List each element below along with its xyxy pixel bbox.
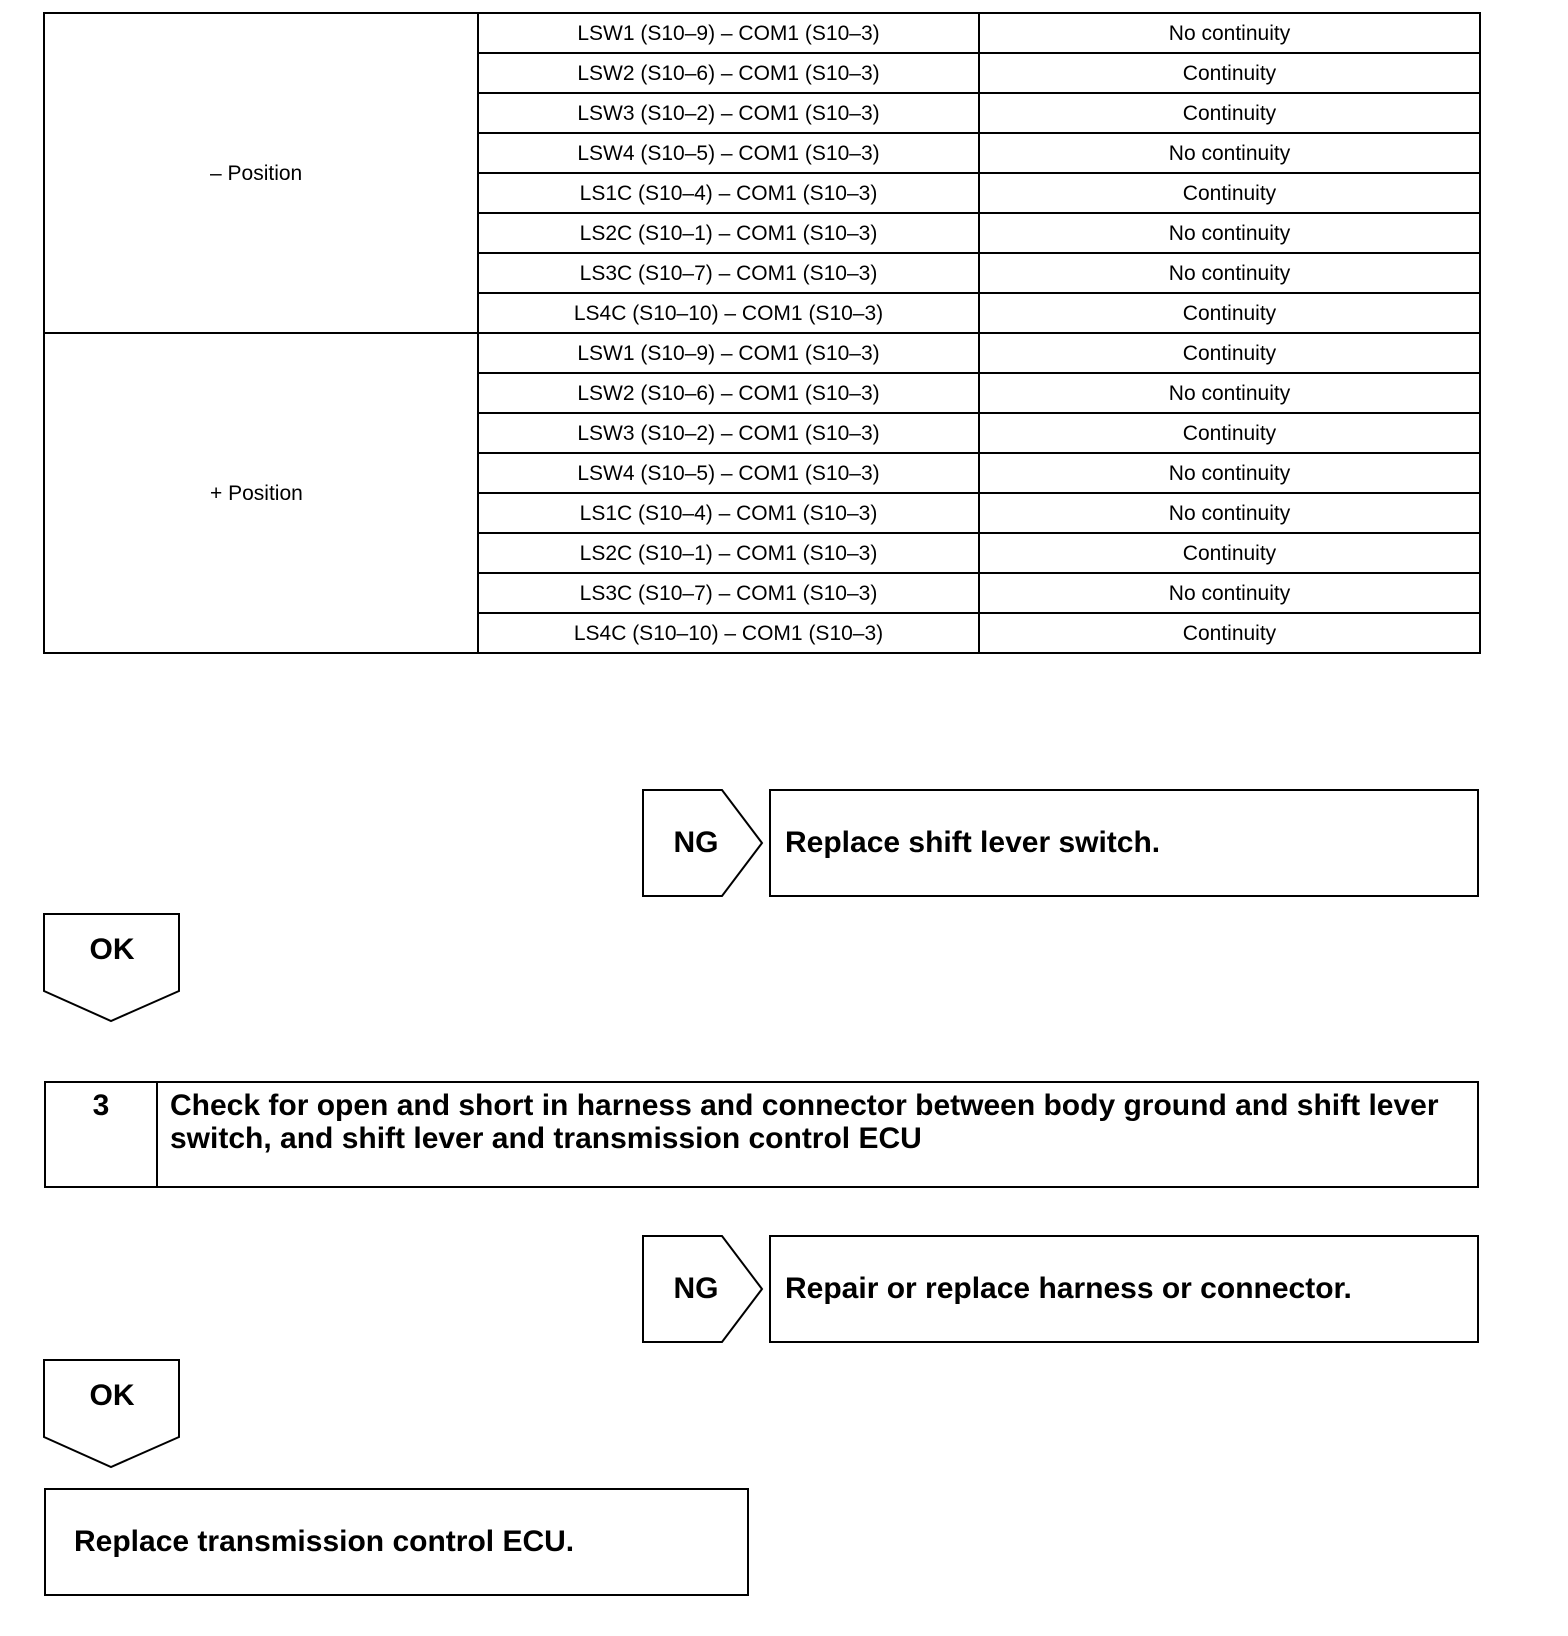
ng-result-box-2 — [769, 1235, 1479, 1343]
ok-arrow-1 — [43, 913, 181, 1023]
ng-result-box-1 — [769, 789, 1479, 897]
condition-cell: No continuity — [979, 13, 1480, 53]
ok-arrow-shape — [43, 913, 181, 1023]
condition-cell: No continuity — [979, 213, 1480, 253]
step-number: 3 — [46, 1083, 158, 1186]
ng-label: NG — [673, 826, 719, 859]
continuity-table — [43, 12, 1481, 654]
condition-cell: No continuity — [979, 133, 1480, 173]
ng-result-text: Replace shift lever switch. — [785, 826, 1161, 859]
terminal-cell: LSW3 (S10–2) – COM1 (S10–3) — [478, 413, 979, 453]
step-3-box — [44, 1081, 1479, 1188]
terminal-cell: LS1C (S10–4) – COM1 (S10–3) — [478, 173, 979, 213]
terminal-cell: LSW1 (S10–9) – COM1 (S10–3) — [478, 13, 979, 53]
condition-cell: No continuity — [979, 453, 1480, 493]
terminal-cell: LS2C (S10–1) – COM1 (S10–3) — [478, 213, 979, 253]
condition-cell: Continuity — [979, 173, 1480, 213]
continuity-table-body — [44, 13, 1480, 653]
terminal-cell: LSW2 (S10–6) – COM1 (S10–3) — [478, 373, 979, 413]
table-row — [44, 13, 1480, 53]
ok-label: OK — [89, 933, 135, 966]
condition-cell: Continuity — [979, 613, 1480, 653]
condition-cell: No continuity — [979, 253, 1480, 293]
terminal-cell: LSW4 (S10–5) – COM1 (S10–3) — [478, 133, 979, 173]
condition-cell: Continuity — [979, 333, 1480, 373]
condition-cell: Continuity — [979, 533, 1480, 573]
ok-label: OK — [89, 1379, 135, 1412]
ok-arrow-shape — [43, 1359, 181, 1469]
terminal-cell: LS4C (S10–10) – COM1 (S10–3) — [478, 613, 979, 653]
condition-cell: Continuity — [979, 293, 1480, 333]
position-cell: – Position — [44, 13, 478, 333]
final-action-box — [44, 1488, 749, 1596]
terminal-cell: LSW2 (S10–6) – COM1 (S10–3) — [478, 53, 979, 93]
terminal-cell: LS3C (S10–7) – COM1 (S10–3) — [478, 253, 979, 293]
condition-cell: No continuity — [979, 493, 1480, 533]
ng-label: NG — [673, 1272, 719, 1305]
table-row — [44, 333, 1480, 373]
condition-cell: No continuity — [979, 373, 1480, 413]
position-cell: + Position — [44, 333, 478, 653]
condition-cell: No continuity — [979, 573, 1480, 613]
step-title: Check for open and short in harness and connector between body ground and shift lever switch, and shift lever and transmission control ECU — [170, 1089, 1439, 1155]
terminal-cell: LSW1 (S10–9) – COM1 (S10–3) — [478, 333, 979, 373]
terminal-cell: LSW4 (S10–5) – COM1 (S10–3) — [478, 453, 979, 493]
terminal-cell: LS2C (S10–1) – COM1 (S10–3) — [478, 533, 979, 573]
final-action-text: Replace transmission control ECU. — [74, 1525, 575, 1558]
ng-arrow-2 — [642, 1235, 764, 1343]
ng-arrow-1 — [642, 789, 764, 897]
ng-result-text: Repair or replace harness or connector. — [785, 1272, 1352, 1305]
ok-arrow-2 — [43, 1359, 181, 1469]
condition-cell: Continuity — [979, 93, 1480, 133]
terminal-cell: LS4C (S10–10) – COM1 (S10–3) — [478, 293, 979, 333]
condition-cell: Continuity — [979, 413, 1480, 453]
terminal-cell: LS3C (S10–7) – COM1 (S10–3) — [478, 573, 979, 613]
condition-cell: Continuity — [979, 53, 1480, 93]
terminal-cell: LS1C (S10–4) – COM1 (S10–3) — [478, 493, 979, 533]
terminal-cell: LSW3 (S10–2) – COM1 (S10–3) — [478, 93, 979, 133]
